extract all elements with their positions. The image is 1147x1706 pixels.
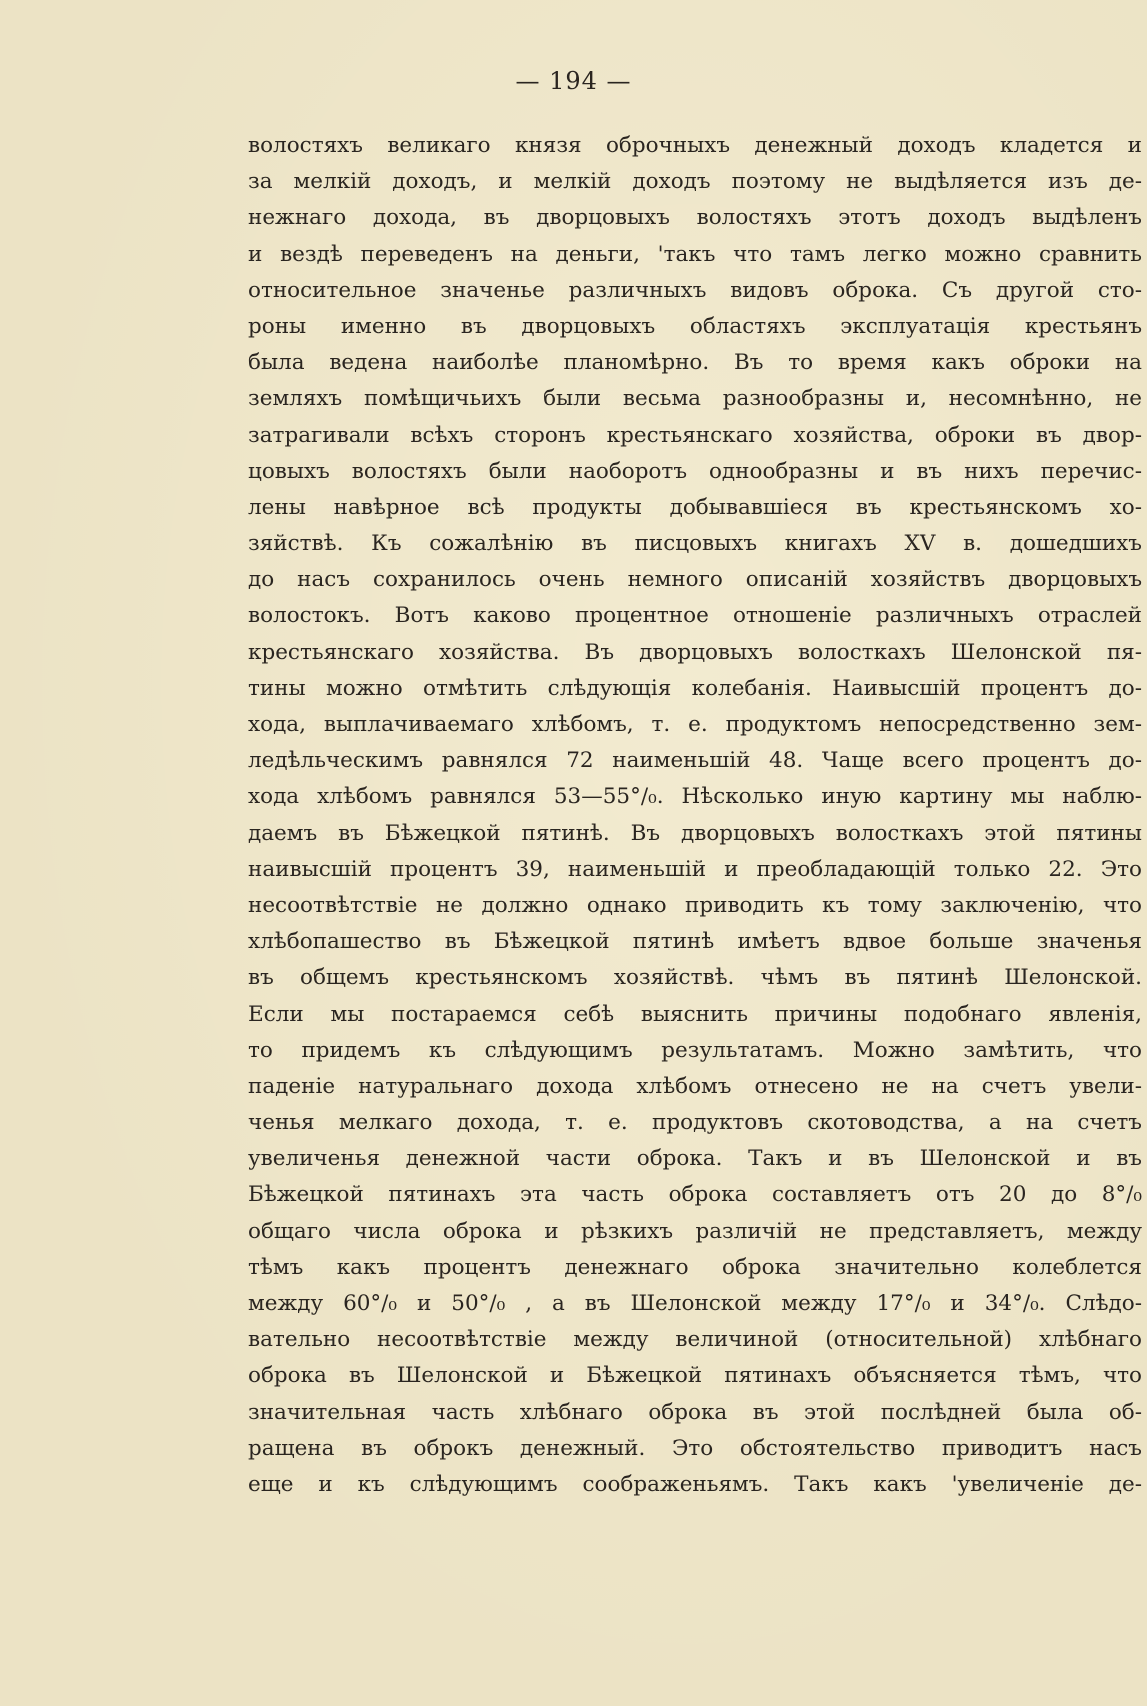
text-line: общаго числа оброка и рѣзкихъ различій не представляетъ, между — [248, 1218, 1142, 1244]
text-line: несоотвѣтствіе не должно однако приводить къ тому заключенію, что — [248, 892, 1142, 918]
text-line: относительное значенье различныхъ видовъ оброка. Съ другой сто- — [248, 277, 1142, 303]
text-line: нежнаго дохода, въ дворцовыхъ волостяхъ этотъ доходъ выдѣленъ — [248, 205, 1142, 231]
text-line: роны именно въ дворцовыхъ областяхъ эксплуатація крестьянъ — [248, 313, 1142, 339]
text-line: хлѣбопашество въ Бѣжецкой пятинѣ имѣетъ вдвое больше значенья — [248, 929, 1142, 955]
page-number: — 194 — — [515, 67, 632, 95]
text-line: и вездѣ переведенъ на деньги, 'такъ что тамъ легко можно сравнить — [248, 241, 1142, 267]
text-line: въ общемъ крестьянскомъ хозяйствѣ. чѣмъ въ пятинѣ Шелонской. — [248, 965, 1142, 991]
text-line: Если мы постараемся себѣ выяснить причины подобнаго явленія, — [248, 1001, 1142, 1027]
text-line: между 60°/₀ и 50°/₀ , а въ Шелонской между 17°/₀ и 34°/₀. Слѣдо- — [248, 1291, 1142, 1316]
text-line: Бѣжецкой пятинахъ эта часть оброка составляетъ отъ 20 до 8°/₀ — [248, 1182, 1142, 1208]
text-line: ледѣльческимъ равнялся 72 наименьшій 48. Чаще всего процентъ до- — [248, 748, 1142, 774]
text-line: земляхъ помѣщичьихъ были весьма разнообразны и, несомнѣнно, не — [248, 386, 1142, 412]
text-line: волостокъ. Вотъ каково процентное отношеніе различныхъ отраслей — [248, 603, 1142, 629]
text-line: даемъ въ Бѣжецкой пятинѣ. Въ дворцовыхъ волосткахъ этой пятины — [248, 820, 1142, 846]
text-line: вательно несоотвѣтствіе между величиной (относительной) хлѣбнаго — [248, 1327, 1142, 1353]
text-line: увеличенья денежной части оброка. Такъ и въ Шелонской и въ — [248, 1146, 1142, 1172]
text-line: тины можно отмѣтить слѣдующія колебанія. Наивысшій процентъ до- — [248, 675, 1142, 701]
text-line: затрагивали всѣхъ сторонъ крестьянскаго хозяйства, оброки въ двор- — [248, 422, 1142, 448]
text-line: оброка въ Шелонской и Бѣжецкой пятинахъ объясняется тѣмъ, что — [248, 1363, 1142, 1389]
text-line: значительная часть хлѣбнаго оброка въ этой послѣдней была об- — [248, 1399, 1142, 1425]
body-text — [248, 128, 1142, 1503]
text-line: паденіе натуральнаго дохода хлѣбомъ отнесено не на счетъ увели- — [248, 1073, 1142, 1099]
text-line: за мелкій доходъ, и мелкій доходъ поэтому не выдѣляется изъ де- — [248, 169, 1142, 195]
text-line: то придемъ къ слѣдующимъ результатамъ. Можно замѣтить, что — [248, 1037, 1142, 1063]
text-line: цовыхъ волостяхъ были наоборотъ однообразны и въ нихъ перечис- — [248, 458, 1142, 484]
text-line: хода, выплачиваемаго хлѣбомъ, т. е. продуктомъ непосредственно зем- — [248, 712, 1142, 737]
text-line: хода хлѣбомъ равнялся 53—55°/₀. Нѣсколько иную картину мы наблю- — [248, 784, 1142, 810]
text-line: наивысшій процентъ 39, наименьшій и преобладающій только 22. Это — [248, 856, 1142, 882]
text-line: тѣмъ какъ процентъ денежнаго оброка значительно колеблется — [248, 1254, 1142, 1280]
text-line: была ведена наиболѣе планомѣрно. Въ то время какъ оброки на — [248, 350, 1142, 376]
text-line: волостяхъ великаго князя оброчныхъ денежный доходъ кладется и — [248, 133, 1142, 158]
text-line: еще и къ слѣдующимъ соображеньямъ. Такъ какъ 'увеличеніе де- — [248, 1471, 1142, 1497]
text-line: крестьянскаго хозяйства. Въ дворцовыхъ волосткахъ Шелонской пя- — [248, 639, 1142, 665]
text-line: ращена въ оброкъ денежный. Это обстоятельство приводитъ насъ — [248, 1435, 1142, 1461]
text-line: лены навѣрное всѣ продукты добывавшіеся въ крестьянскомъ хо- — [248, 494, 1142, 520]
text-line: зяйствѣ. Къ сожалѣнію въ писцовыхъ книгахъ XV в. дошедшихъ — [248, 531, 1142, 557]
text-line: ченья мелкаго дохода, т. е. продуктовъ скотоводства, а на счетъ — [248, 1110, 1142, 1136]
text-line: до насъ сохранилось очень немного описаній хозяйствъ дворцовыхъ — [248, 567, 1142, 593]
